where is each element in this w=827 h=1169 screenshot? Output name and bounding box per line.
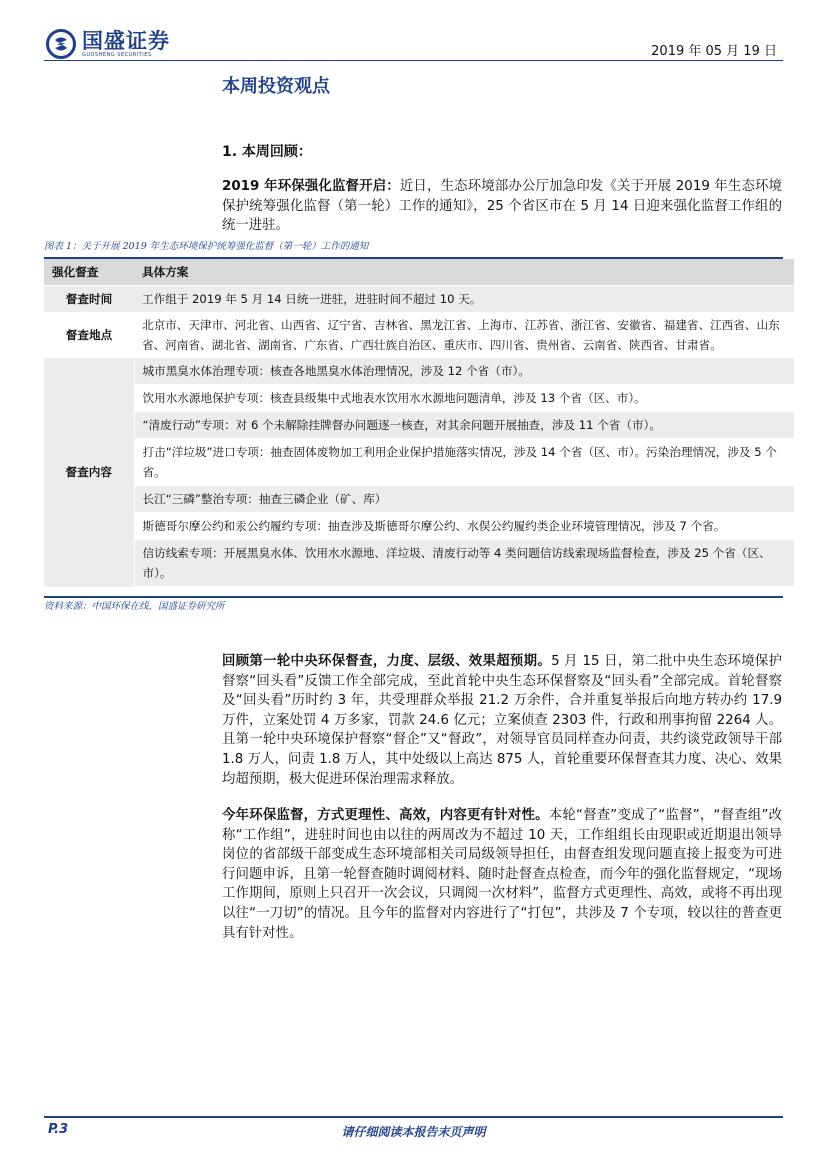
content-item: “清废行动”专项：对 6 个未解除挂牌督办问题逐一核查，对其余问题开展抽查，涉及 11 个省（市）。 xyxy=(134,412,794,439)
table-row xyxy=(44,385,794,412)
content-item: 信访线索专项：开展黑臭水体、饮用水水源地、洋垃圾、清废行动等 4 类问题信访线索现场监督检查，涉及 25 个省（区、市）。 xyxy=(134,540,794,587)
table-header-category: 强化督查 xyxy=(44,259,134,286)
section-title: 本周投资观点 xyxy=(222,76,330,97)
content-item: 打击“洋垃圾”进口专项：抽查固体废物加工利用企业保护措施落实情况，涉及 14 个省（区、市）。污染治理情况，涉及 5 个省。 xyxy=(134,439,794,486)
content-item: 长江“三磷”整治专项：抽查三磷企业（矿、库） xyxy=(134,486,794,513)
row-key-location: 督查地点 xyxy=(44,312,134,358)
this-year-text: 本轮“督查”变成了“监督”，“督查组”改称“工作组”，进驻时间也由以往的两周改为不超过 10 天，工作组组长由现职或近期退出领导岗位的省部级干部变成生态环境部相关司局级领导担任，由督查组发现问题直接上报变为可进行问题申诉，且第一轮督查随时调阅材料、随时赴督查点检查，而今年的强化监督规定，“现场工作期间，原则上只召开一次会议，只调阅一次材料”，监督方式更理性、高效，或将不再出现以往“一刀切”的情况。且今年的监督对内容进行了“打包”，共涉及 7 个专项，较以往的普查更具有针对性。 xyxy=(222,808,783,941)
row-key-content: 督查内容 xyxy=(44,358,134,587)
review-paragraph xyxy=(222,652,782,789)
figure-source: 资料来源：中国环保在线，国盛证券研究所 xyxy=(44,601,225,612)
page-number: P.3 xyxy=(48,1122,69,1137)
this-year-lead: 今年环保监督，方式更理性、高效，内容更有针对性。 xyxy=(222,808,549,823)
sub-heading: 1. 本周回顾： xyxy=(222,144,312,160)
row-key-time: 督查时间 xyxy=(44,286,134,313)
content-item: 斯德哥尔摩公约和汞公约履约专项：抽查涉及斯德哥尔摩公约、水俣公约履约类企业环境管理情况，涉及 7 个省。 xyxy=(134,513,794,540)
table-header-plan: 具体方案 xyxy=(134,259,794,286)
table-row xyxy=(44,286,794,313)
content-item: 城市黑臭水体治理专项：核查各地黑臭水体治理情况，涉及 12 个省（市）。 xyxy=(134,358,794,385)
figure-caption: 图表 1：关于开展 2019 年生态环境保护统筹强化监督（第一轮）工作的通知 xyxy=(44,241,369,252)
report-date: 2019 年 05 月 19 日 xyxy=(651,44,777,59)
table-row xyxy=(44,486,794,513)
table-row xyxy=(44,513,794,540)
table-row xyxy=(44,412,794,439)
guosheng-logo-icon xyxy=(46,29,76,59)
intro-text: 近日，生态环境部办公厅加急印发《关于开展 2019 年生态环境保护统筹强化监督（第一轮）工作的通知》，25 个省区市在 5 月 14 日迎来强化监督工作组的统一进驻。 xyxy=(222,179,782,234)
footer-divider xyxy=(44,1116,783,1118)
brand-subtitle: GUOSHENG SECURITIES xyxy=(82,52,152,58)
table-row xyxy=(44,439,794,486)
table-row xyxy=(44,540,794,587)
row-value-location: 北京市、天津市、河北省、山西省、辽宁省、吉林省、黑龙江省、上海市、江苏省、浙江省、安徽省、福建省、江西省、山东省、河南省、湖北省、湖南省、广东省、广西壮族自治区、重庆市、四川省、贵州省、云南省、陕西省、甘肃省。 xyxy=(134,312,794,358)
content-item: 饮用水水源地保护专项：核查县级集中式地表水饮用水水源地问题清单，涉及 13 个省（区、市）。 xyxy=(134,385,794,412)
header-divider xyxy=(44,60,783,61)
footer-disclaimer: 请仔细阅读本报告末页声明 xyxy=(341,1125,486,1139)
this-year-paragraph xyxy=(222,806,782,943)
brand-name: 国盛证券 xyxy=(82,29,170,53)
table-row xyxy=(44,312,794,358)
table-row xyxy=(44,358,794,385)
row-value-time: 工作组于 2019 年 5 月 14 日统一进驻，进驻时间不超过 10 天。 xyxy=(134,286,794,313)
review-text: 5 月 15 日，第二批中央生态环境保护督察“回头看”反馈工作全部完成，至此首轮中央生态环保督察及“回头看”全部完成。首轮督察及“回头看”历时约 3 年，共受理群众举报 21.2 万余件，合并重复举报后向地方转办约 17.9 万件，立案处罚 4 万多家，罚款 24.6 亿元；立案侦查 2303 件，行政和刑事拘留 2264 人。且第一轮中央环境保护督察“督企”又“督政”，对领导官员同样查办问责，共约谈党政领导干部 1.8 万人，问责 1.8 万人，其中处级以上高达 875 人，首轮重要环保督查其力度、决心、效果均超预期，极大促进环保治理需求释放。 xyxy=(222,654,783,787)
review-lead: 回顾第一轮中央环保督查，力度、层级、效果超预期。 xyxy=(222,654,552,669)
intro-lead: 2019 年环保强化监督开启： xyxy=(222,179,400,194)
company-logo xyxy=(46,26,186,62)
intro-paragraph xyxy=(222,177,782,236)
supervision-table xyxy=(44,259,794,587)
